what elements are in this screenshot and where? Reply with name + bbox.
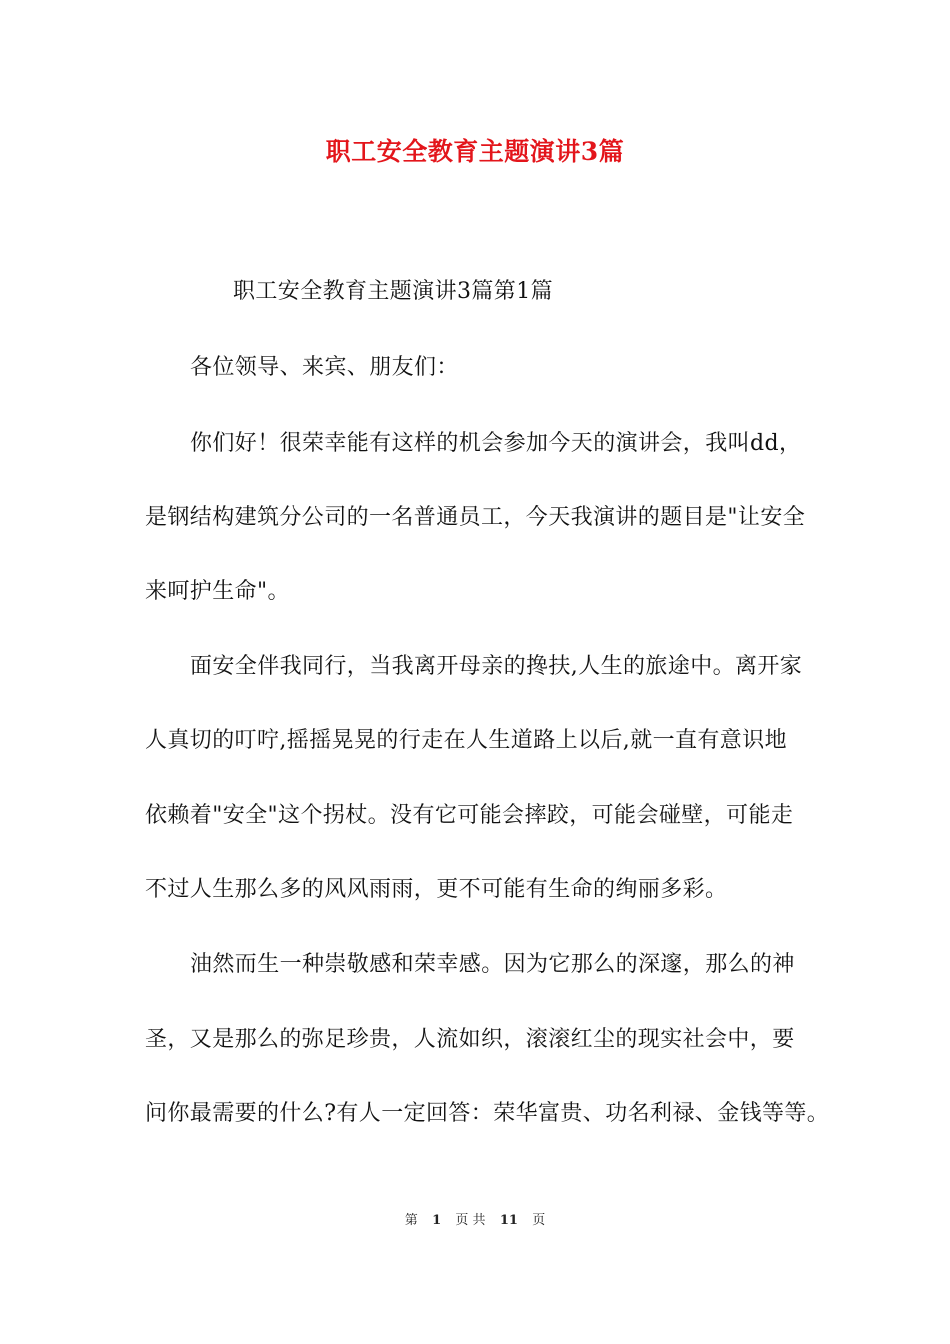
paragraph-line: 不过人生那么多的风风雨雨，更不可能有生命的绚丽多彩。 bbox=[145, 877, 728, 902]
paragraph-line: 面安全伴我同行，当我离开母亲的搀扶,人生的旅途中。离开家 bbox=[190, 654, 803, 679]
footer-total-pages: 11 bbox=[499, 1213, 518, 1228]
footer-page-mid: 页 共 bbox=[455, 1213, 486, 1228]
paragraph-line: 圣，又是那么的弥足珍贵，人流如织，滚滚红尘的现实社会中，要 bbox=[145, 1027, 795, 1052]
footer-page-prefix: 第 bbox=[404, 1213, 418, 1228]
paragraph-line: 是钢结构建筑分公司的一名普通员工，今天我演讲的题目是"让安全 bbox=[145, 505, 806, 530]
paragraph-line: 人真切的叮咛,摇摇晃晃的行走在人生道路上以后,就一直有意识地 bbox=[145, 728, 787, 753]
paragraph-line: 来呵护生命"。 bbox=[145, 579, 290, 604]
paragraph-line: 油然而生一种崇敬感和荣幸感。因为它那么的深邃，那么的神 bbox=[190, 952, 795, 977]
footer-page-suffix: 页 bbox=[532, 1213, 546, 1228]
paragraph-line-salutation: 各位领导、来宾、朋友们： bbox=[190, 355, 459, 380]
paragraph-line: 依赖着"安全"这个拐杖。没有它可能会摔跤，可能会碰壁，可能走 bbox=[145, 803, 794, 828]
paragraph-line: 问你最需要的什么?有人一定回答：荣华富贵、功名利禄、金钱等等。 bbox=[145, 1101, 830, 1126]
footer-current-page: 1 bbox=[432, 1213, 442, 1228]
paragraph-line: 你们好！很荣幸能有这样的机会参加今天的演讲会，我叫dd， bbox=[190, 431, 802, 456]
page-footer bbox=[0, 1209, 950, 1228]
section-heading: 职工安全教育主题演讲3篇第1篇 bbox=[233, 279, 553, 304]
document-title: 职工安全教育主题演讲3篇 bbox=[325, 137, 625, 166]
